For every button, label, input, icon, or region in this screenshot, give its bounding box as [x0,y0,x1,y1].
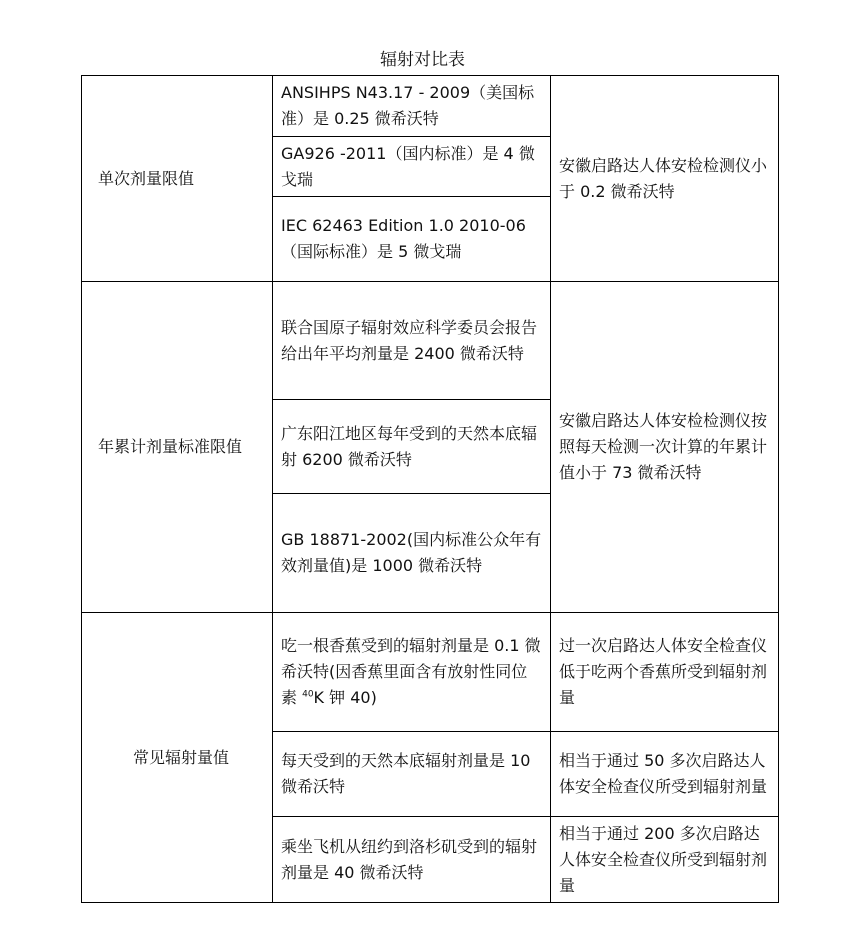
note-cell: 过一次启路达人体安全检查仪低于吃两个香蕉所受到辐射剂量 [551,613,779,732]
note-cell: 相当于通过 200 多次启路达人体安全检查仪所受到辐射剂量 [551,817,779,903]
radiation-comparison-table [81,75,779,903]
item-cell: 联合国原子辐射效应科学委员会报告给出年平均剂量是 2400 微希沃特 [273,282,551,400]
item-cell [273,613,551,732]
item-cell: GB 18871-2002(国内标准公众年有效剂量值)是 1000 微希沃特 [273,494,551,613]
item-cell: 乘坐飞机从纽约到洛杉矶受到的辐射剂量是 40 微希沃特 [273,817,551,903]
item-cell: ANSIHPS N43.17 - 2009（美国标准）是 0.25 微希沃特 [273,76,551,137]
category-cell: 单次剂量限值 [82,76,273,282]
item-text-part: 吃一根香蕉受到的辐射剂量是 0.1 微希沃特(因香蕉里面含有放射性同位素 [281,636,541,707]
note-cell: 安徽启路达人体安检检测仪小于 0.2 微希沃特 [551,76,779,282]
table-row [82,613,779,732]
item-text-part: K 钾 40) [313,688,377,707]
category-cell: 年累计剂量标准限值 [82,282,273,613]
item-cell: GA926 -2011（国内标准）是 4 微戈瑞 [273,137,551,197]
table-row [82,76,779,137]
isotope-superscript: 40 [302,689,314,700]
item-cell: 广东阳江地区每年受到的天然本底辐射 6200 微希沃特 [273,400,551,494]
note-cell: 安徽启路达人体安检检测仪按照每天检测一次计算的年累计值小于 73 微希沃特 [551,282,779,613]
table-row [82,282,779,400]
table-title: 辐射对比表 [380,50,465,70]
item-cell: IEC 62463 Edition 1.0 2010-06（国际标准）是 5 微戈瑞 [273,197,551,282]
note-cell: 相当于通过 50 多次启路达人体安全检查仪所受到辐射剂量 [551,732,779,817]
category-cell: 常见辐射量值 [82,613,273,903]
item-cell: 每天受到的天然本底辐射剂量是 10 微希沃特 [273,732,551,817]
